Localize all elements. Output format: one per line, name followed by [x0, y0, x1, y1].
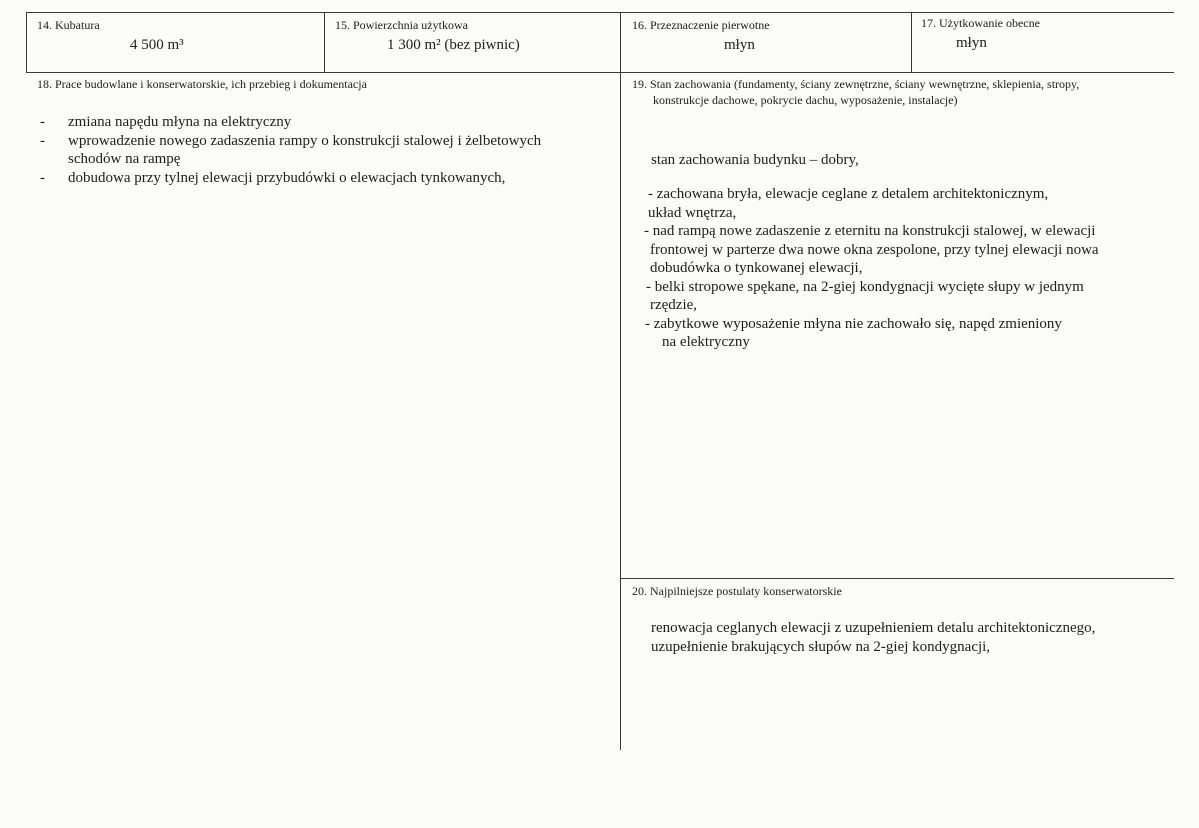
section-20-details: [651, 619, 1095, 656]
left-border-line: [26, 12, 27, 72]
row-divider-line: [26, 72, 1174, 73]
cell-16-value: młyn: [724, 37, 755, 53]
list-item-line: zmiana napędu młyna na elektryczny: [68, 114, 292, 130]
list-item-line: dobudowa przy tylnej elewacji przybudówki o elewacjach tynkowanych,: [68, 169, 506, 186]
cell-17-value: młyn: [956, 35, 987, 51]
detail-line: uzupełnienie brakujących słupów na 2-giej kondygnacji,: [651, 638, 991, 655]
list-dash: -: [40, 114, 45, 130]
detail-line: układ wnętrza,: [648, 204, 737, 221]
detail-line: rzędzie,: [650, 297, 698, 313]
detail-line: dobudówka o tynkowanej elewacji,: [650, 260, 863, 276]
section-19-summary: stan zachowania budynku – dobry,: [651, 152, 859, 168]
list-dash: -: [40, 132, 45, 149]
detail-line: frontowej w parterze dwa nowe okna zespolone, przy tylnej elewacji nowa: [650, 241, 1099, 258]
detail-line: - zabytkowe wyposażenie młyna nie zachowało się, napęd zmieniony: [645, 315, 1062, 332]
detail-line: na elektryczny: [662, 334, 750, 350]
detail-line: - nad rampą nowe zadaszenie z eternitu na konstrukcji stalowej, w elewacji: [644, 223, 1096, 239]
section-20-label: 20. Najpilniejsze postulaty konserwatorskie: [632, 584, 842, 598]
cell-17-label: 17. Użytkowanie obecne: [921, 16, 1040, 30]
list-item-line: schodów na rampę: [68, 151, 181, 167]
section-18-label: 18. Prace budowlane i konserwatorskie, ich przebieg i dokumentacja: [37, 77, 367, 91]
cell-15-label: 15. Powierzchnia użytkowa: [335, 18, 468, 32]
main-column-divider: [620, 12, 621, 750]
detail-line: renowacja ceglanych elewacji z uzupełnieniem detalu architektonicznego,: [651, 620, 1096, 636]
section-18-list: [40, 113, 620, 187]
top-border-line: [26, 12, 1174, 13]
list-dash: -: [40, 169, 45, 186]
cell-16-label: 16. Przeznaczenie pierwotne: [632, 18, 770, 32]
list-item: [40, 132, 620, 169]
cell-14-label: 14. Kubatura: [37, 18, 100, 32]
cell-14-value: 4 500 m³: [130, 37, 184, 53]
list-item-line: wprowadzenie nowego zadaszenia rampy o konstrukcji stalowej i żelbetowych: [68, 132, 542, 149]
cell-divider-14-15: [324, 12, 325, 72]
cell-15-value: 1 300 m² (bez piwnic): [387, 37, 520, 53]
section-19-label-line2: konstrukcje dachowe, pokrycie dachu, wyposażenie, instalacje): [653, 93, 958, 107]
section-20-top-line: [620, 578, 1174, 579]
detail-line: - belki stropowe spękane, na 2-giej kondygnacji wycięte słupy w jednym: [646, 278, 1084, 295]
section-19-details: [645, 185, 1099, 352]
section-19-label-line1: 19. Stan zachowania (fundamenty, ściany zewnętrzne, ściany wewnętrzne, sklepienia, stropy,: [632, 77, 1080, 91]
list-item: [40, 169, 620, 188]
list-item: [40, 113, 620, 132]
cell-divider-16-17: [911, 12, 912, 72]
detail-line: - zachowana bryła, elewacje ceglane z detalem architektonicznym,: [648, 186, 1049, 202]
